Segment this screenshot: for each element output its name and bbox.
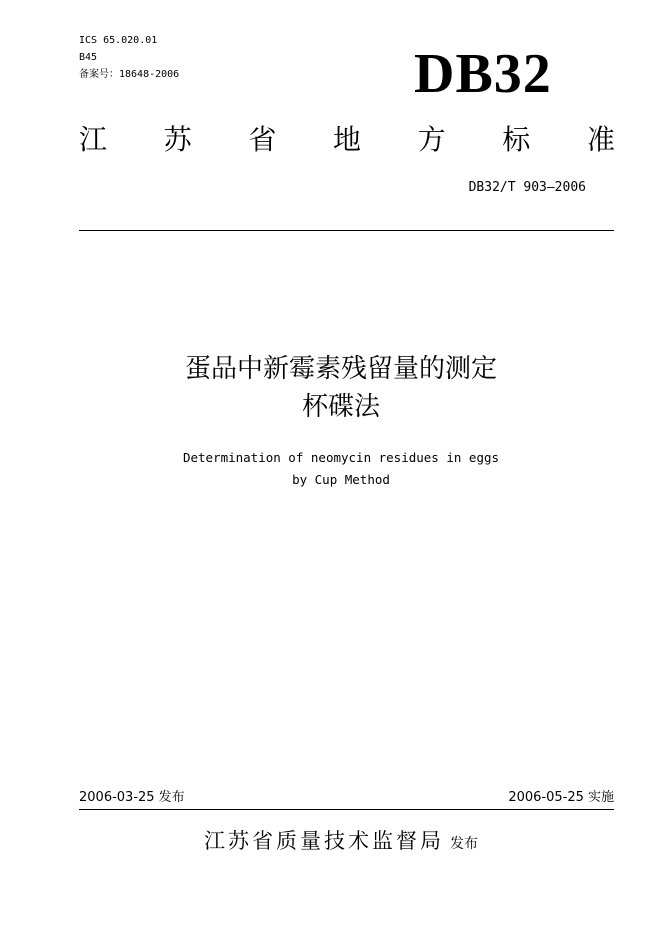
publisher-suffix: 发布 [450,836,478,852]
standard-type-char: 准 [586,123,615,156]
standard-type-char: 苏 [163,123,192,156]
title-chinese-main: 蛋品中新霉素残留量的测定 [184,354,497,384]
publisher [79,826,603,859]
title-chinese-sub: 杯碟法 [301,392,380,422]
publisher-name: 江苏省质量技术监督局 [204,829,444,853]
ics-code: ICS 65.020.01 [79,35,158,46]
standard-type-char: 江 [79,123,108,156]
implementation-date: 2006-05-25 实施 [508,790,614,805]
standard-type-char: 地 [332,123,361,156]
filing-number: 备案号：18648-2006 [79,69,180,80]
standard-type-heading [79,120,615,160]
footer-divider [79,809,614,810]
standard-type-char: 方 [417,123,446,156]
db-mark: DB32 [414,43,552,105]
title-english-line1: Determination of neomycin residues in eggs [182,450,500,465]
header-divider [79,230,614,231]
standard-type-char: 标 [502,123,531,156]
title-english-line2: by Cup Method [292,472,390,487]
standard-number: DB32/T 903—2006 [468,180,586,195]
standard-type-char: 省 [248,123,277,156]
ccs-code: B45 [79,52,98,63]
issue-date: 2006-03-25 发布 [79,790,185,805]
